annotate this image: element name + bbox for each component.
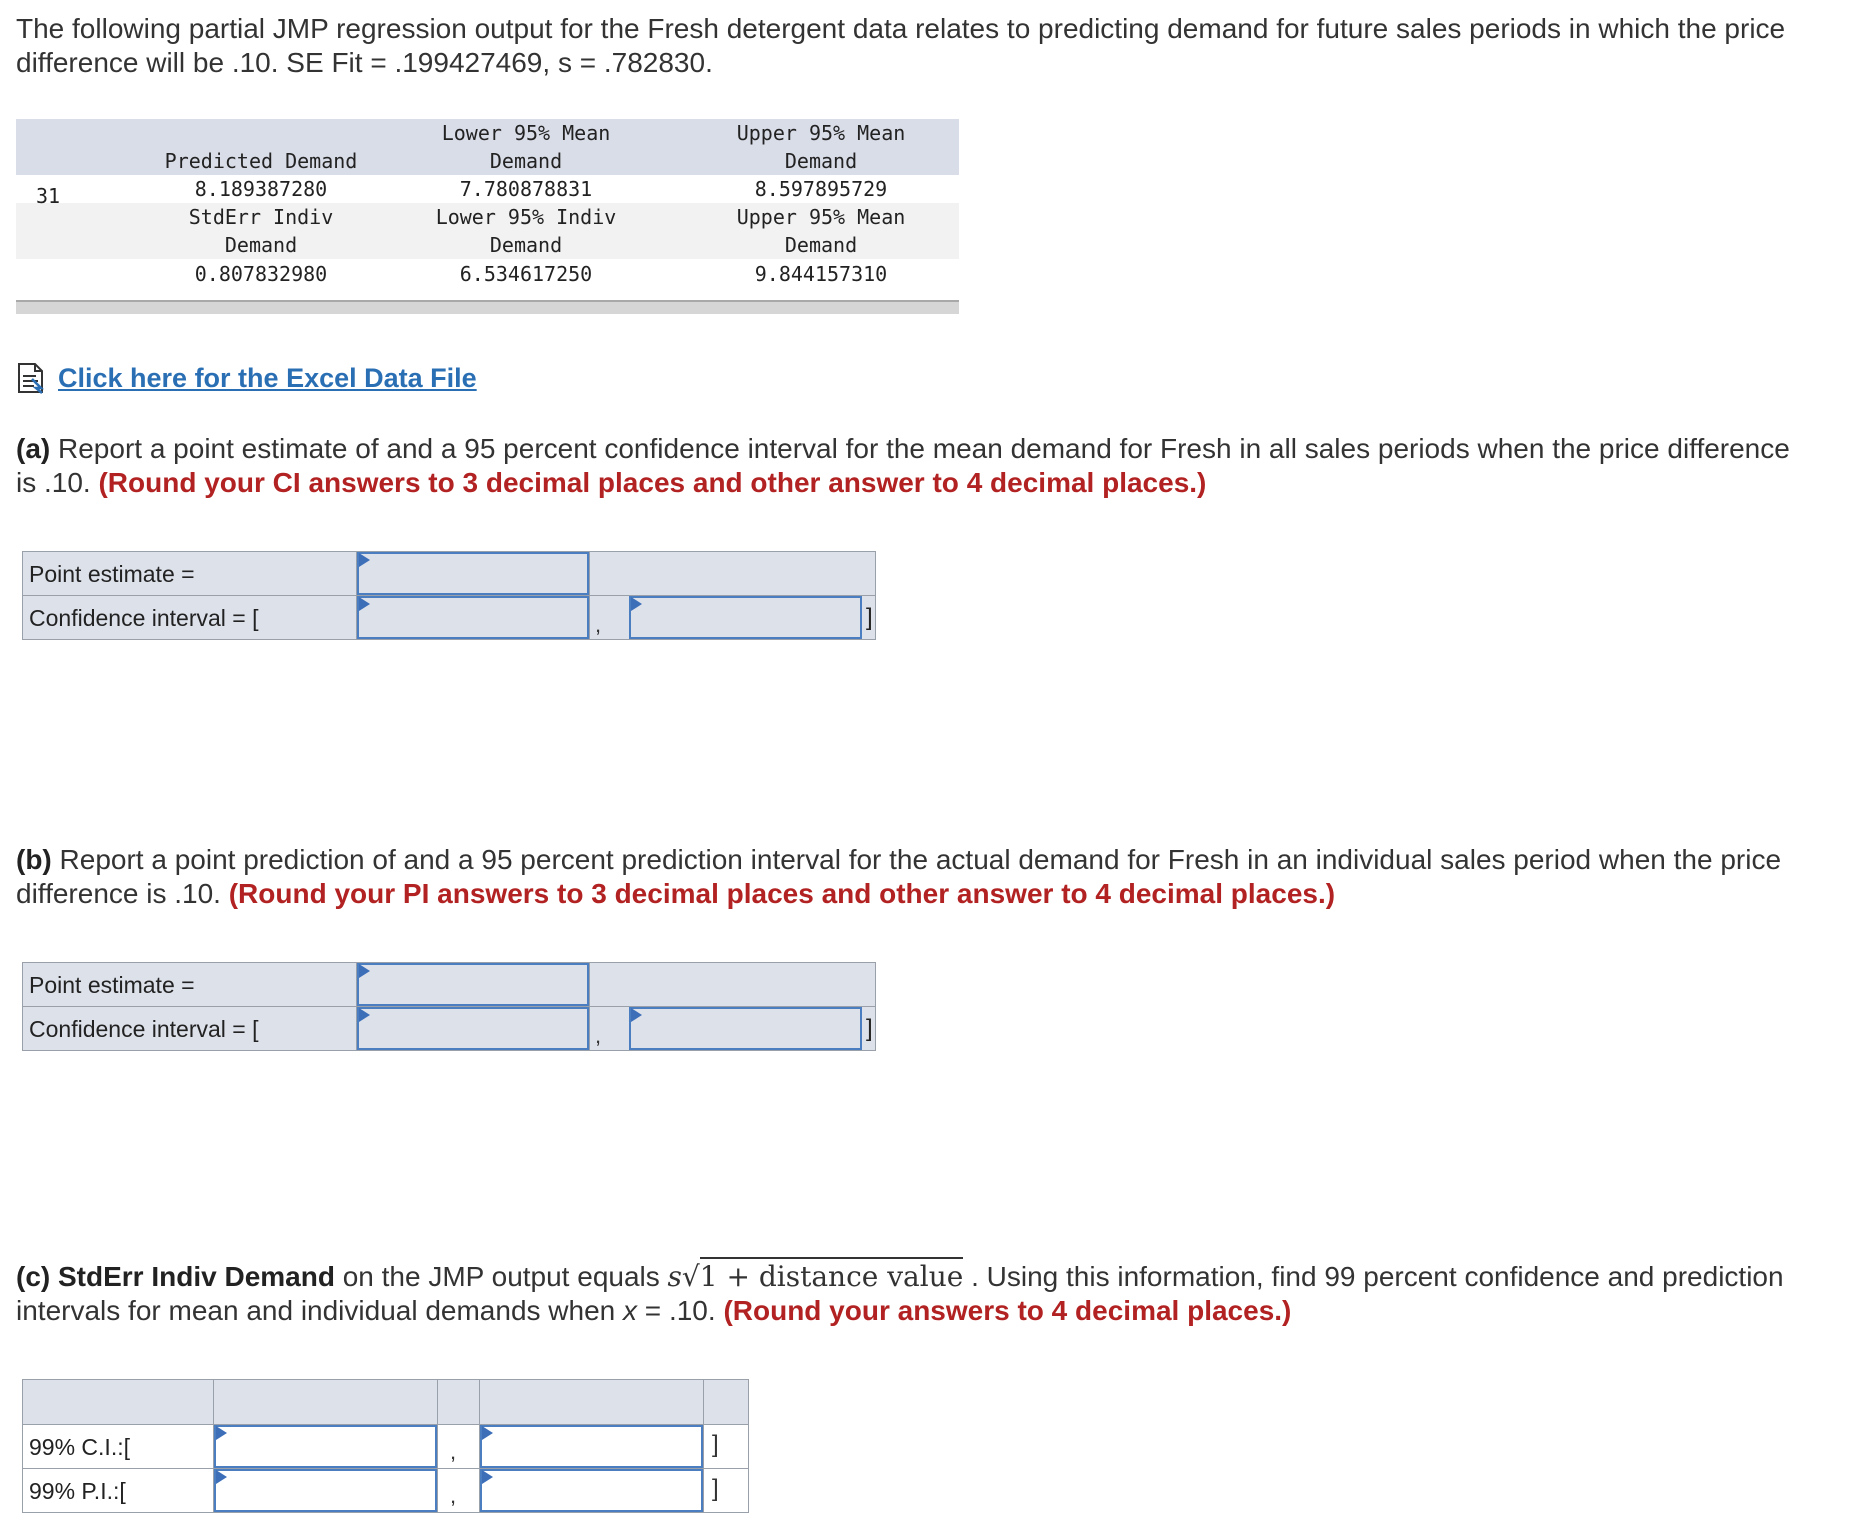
input-flag-icon xyxy=(216,1426,227,1440)
part-c-ci-close-bracket: ] xyxy=(712,1431,719,1458)
part-b-pi-lower-input[interactable] xyxy=(357,1007,589,1050)
excel-link-row[interactable] xyxy=(16,358,477,398)
input-flag-icon xyxy=(359,553,370,567)
part-b-question xyxy=(16,843,1816,911)
input-flag-icon xyxy=(359,1008,370,1022)
part-c-pi-bracket-cell xyxy=(704,1469,748,1512)
part-c-label: (c) StdErr Indiv Demand xyxy=(16,1261,335,1292)
part-c-instruction: (Round your answers to 4 decimal places.) xyxy=(723,1295,1292,1326)
jmp-row-id: 31 xyxy=(36,184,61,208)
jmp-table-footer-bar xyxy=(16,300,959,314)
part-c-ci-bracket-cell xyxy=(704,1425,748,1468)
part-b-comma: , xyxy=(595,1023,602,1048)
jmp-header-lower-mean: Lower 95% Mean Demand xyxy=(441,121,611,173)
part-b-point-estimate-label: Point estimate = xyxy=(29,972,195,998)
part-a-text: Report a point estimate of and a 95 percent confidence interval for the mean demand for Fresh in all sales periods when the price difference is .10. xyxy=(16,433,1790,498)
jmp-value-stderr-indiv: 0.807832980 xyxy=(194,262,328,286)
jmp-header-predicted: Predicted Demand xyxy=(164,149,358,173)
jmp-value-lower-mean: 7.780878831 xyxy=(459,177,593,201)
part-b-answer-grid xyxy=(22,962,876,1051)
jmp-header-lower-indiv: Lower 95% Indiv Demand xyxy=(435,205,617,257)
jmp-value-upper-mean: 8.597895729 xyxy=(754,177,888,201)
part-a-ci-lower-input[interactable] xyxy=(357,596,589,639)
part-a-question xyxy=(16,432,1816,500)
jmp-header-stderr-indiv: StdErr Indiv Demand xyxy=(188,205,334,257)
part-c-pi-lower-input[interactable] xyxy=(214,1469,437,1512)
part-a-ci-upper-input[interactable] xyxy=(629,596,862,639)
input-flag-icon xyxy=(482,1470,493,1484)
part-c-pi-comma-cell xyxy=(438,1469,479,1512)
part-a-close-bracket: ] xyxy=(866,604,873,631)
input-flag-icon xyxy=(631,1008,642,1022)
input-flag-icon xyxy=(482,1426,493,1440)
part-a-point-estimate-label: Point estimate = xyxy=(29,561,195,587)
part-c-ci-comma-cell xyxy=(438,1425,479,1468)
grid-divider xyxy=(589,552,590,639)
part-c-ci-comma: , xyxy=(450,1439,457,1464)
part-c-ci-label: 99% C.I.:[ xyxy=(23,1425,213,1468)
excel-data-file-link[interactable]: Click here for the Excel Data File xyxy=(58,362,477,393)
part-b-pi-upper-input[interactable] xyxy=(629,1007,862,1050)
part-a-point-estimate-input[interactable] xyxy=(357,552,589,595)
part-c-pi-upper-input[interactable] xyxy=(480,1469,703,1512)
part-b-close-bracket: ] xyxy=(866,1015,873,1042)
part-c-text-1: on the JMP output equals xyxy=(334,1261,668,1292)
part-c-question xyxy=(16,1260,1816,1328)
jmp-value-upper-indiv: 9.844157310 xyxy=(754,262,888,286)
part-b-ci-label: Confidence interval = [ xyxy=(29,1016,259,1042)
part-c-pi-close-bracket: ] xyxy=(712,1475,719,1502)
part-a-ci-label: Confidence interval = [ xyxy=(29,605,259,631)
math-s: s xyxy=(667,1260,682,1293)
part-b-point-estimate-input[interactable] xyxy=(357,963,589,1006)
jmp-header-upper-mean-2: Upper 95% Mean Demand xyxy=(736,205,906,257)
intro-text: The following partial JMP regression output for the Fresh detergent data relates to predicting demand for future sales periods in which the price difference will be .10. SE Fit = .199427469, s = .782830. xyxy=(16,13,1786,78)
part-c-pi-comma: , xyxy=(450,1483,457,1508)
input-flag-icon xyxy=(216,1470,227,1484)
sqrt-symbol: √ xyxy=(681,1260,700,1293)
math-x: x xyxy=(623,1295,638,1326)
grid-divider xyxy=(589,963,590,1050)
input-flag-icon xyxy=(359,597,370,611)
part-c-text-2: . Using this information, find 99 percent confidence and prediction intervals for mean and individual demands when xyxy=(16,1261,1784,1326)
jmp-value-lower-indiv: 6.534617250 xyxy=(459,262,593,286)
part-c-ci-upper-input[interactable] xyxy=(480,1425,703,1468)
part-b-instruction: (Round your PI answers to 3 decimal places and other answer to 4 decimal places.) xyxy=(228,878,1336,909)
part-c-text-3: = .10. xyxy=(637,1295,724,1326)
part-a-instruction: (Round your CI answers to 3 decimal places and other answer to 4 decimal places.) xyxy=(98,467,1207,498)
part-c-pi-label: 99% P.I.:[ xyxy=(23,1469,213,1512)
math-radicand: 1 + distance value xyxy=(700,1257,964,1293)
part-a-label: (a) xyxy=(16,433,51,464)
part-c-answer-grid xyxy=(22,1379,749,1513)
jmp-value-predicted: 8.189387280 xyxy=(194,177,328,201)
part-b-label: (b) xyxy=(16,844,52,875)
input-flag-icon xyxy=(631,597,642,611)
part-c-ci-lower-input[interactable] xyxy=(214,1425,437,1468)
document-icon xyxy=(16,362,46,394)
input-flag-icon xyxy=(359,964,370,978)
jmp-header-upper-mean: Upper 95% Mean Demand xyxy=(736,121,906,173)
part-b-text: Report a point prediction of and a 95 percent prediction interval for the actual demand for Fresh in an individual sales period when the price difference is .10. xyxy=(16,844,1782,909)
part-a-comma: , xyxy=(595,612,602,637)
jmp-output-table xyxy=(16,119,959,315)
part-a-answer-grid xyxy=(22,551,876,640)
